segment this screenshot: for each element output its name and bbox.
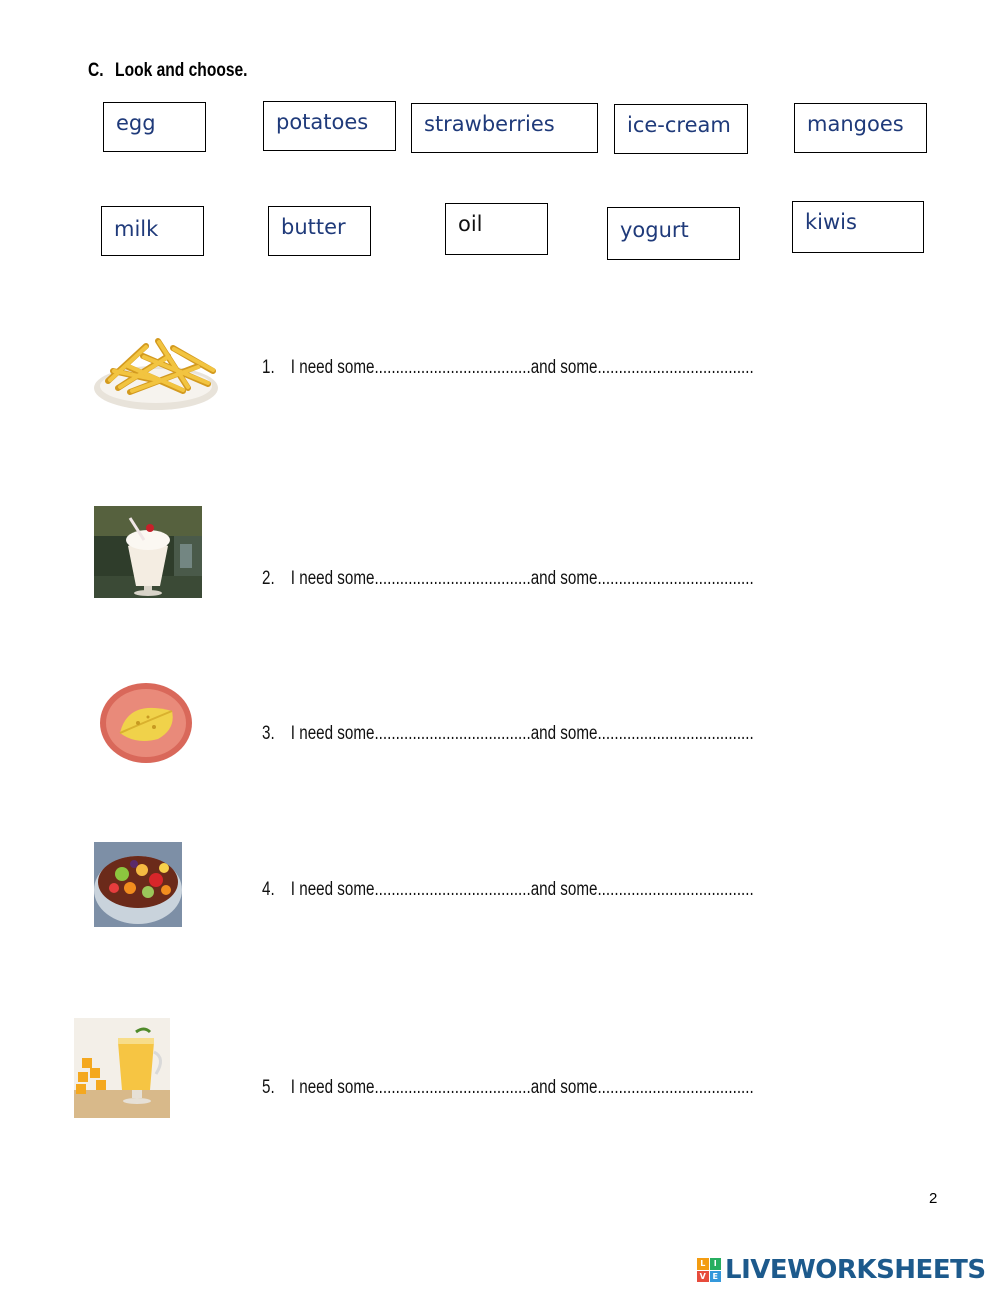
omelette-image (98, 681, 194, 765)
question-text: I need some.....................................and some..................................... (290, 568, 754, 589)
question-number: 4. (262, 879, 275, 900)
liveworksheets-logo-icon: L I V E (697, 1258, 721, 1282)
word-box-oil: oil (445, 203, 548, 255)
section-letter: C. (88, 60, 104, 81)
question-number: 1. (262, 357, 275, 378)
section-heading (88, 60, 248, 82)
fruit-salad-image (94, 842, 182, 927)
page-number: 2 (929, 1190, 938, 1207)
question-3 (262, 723, 754, 745)
question-text: I need some.....................................and some..................................... (290, 357, 754, 378)
section-instruction: Look and choose. (115, 60, 248, 81)
question-text: I need some.....................................and some..................................... (290, 879, 754, 900)
question-4 (262, 879, 754, 901)
french-fries-image (88, 326, 224, 416)
question-number: 3. (262, 723, 275, 744)
word-box-ice-cream: ice-cream (614, 104, 748, 154)
brand-name: LIVEWORKSHEETS (725, 1255, 986, 1285)
word-box-kiwis: kiwis (792, 201, 924, 253)
word-box-potatoes: potatoes (263, 101, 396, 151)
word-box-milk: milk (101, 206, 204, 256)
question-5 (262, 1077, 754, 1099)
question-2 (262, 568, 754, 590)
question-text: I need some.....................................and some..................................... (290, 723, 754, 744)
word-box-butter: butter (268, 206, 371, 256)
milkshake-image (94, 506, 202, 598)
question-1 (262, 357, 754, 379)
question-number: 5. (262, 1077, 275, 1098)
word-box-egg: egg (103, 102, 206, 152)
question-number: 2. (262, 568, 275, 589)
mango-smoothie-image (74, 1018, 170, 1118)
question-text: I need some.....................................and some..................................... (290, 1077, 754, 1098)
word-box-yogurt: yogurt (607, 207, 740, 260)
liveworksheets-brand[interactable] (697, 1255, 986, 1285)
word-box-strawberries: strawberries (411, 103, 598, 153)
word-box-mangoes: mangoes (794, 103, 927, 153)
